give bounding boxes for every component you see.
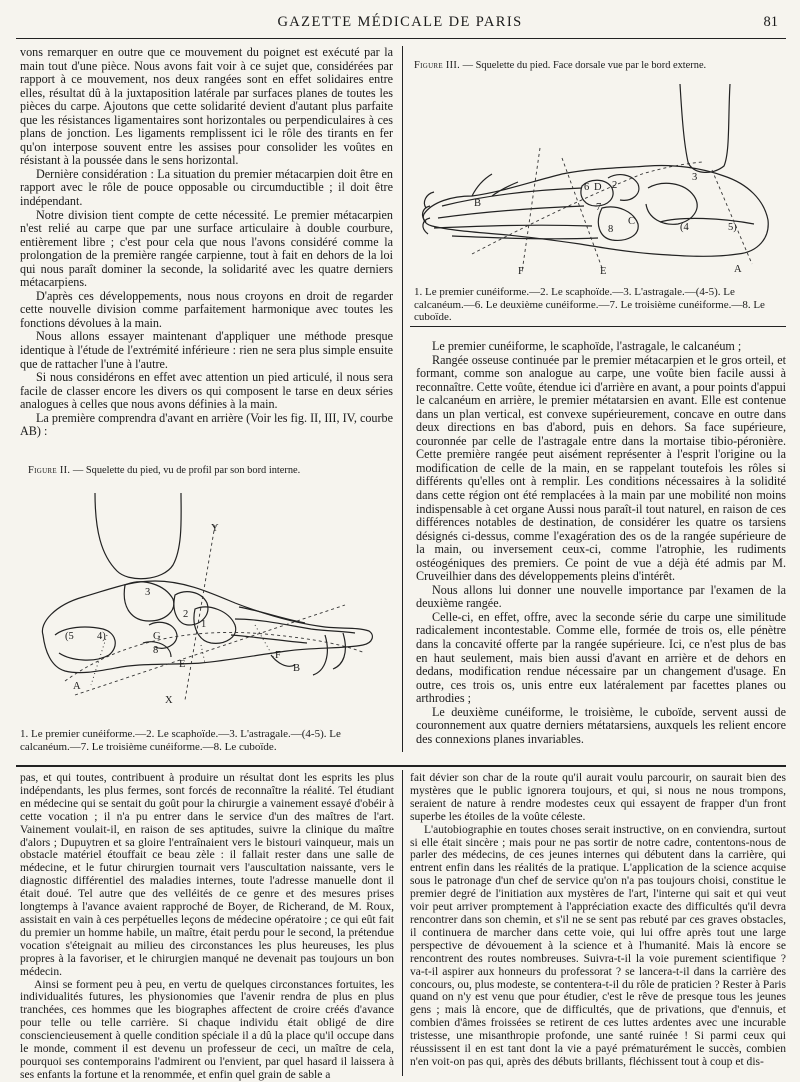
fig3-mark: C [628,216,636,227]
fig3-mark: E [600,266,607,277]
paragraph: Celle-ci, en effet, offre, avec la seconde série du carpe une similitude radicalement incontestable. Comme elle, formée de trois os, elle pénètre dans la concavité offerte par la rangée supérieure. Ici, ce n'est plus de bas en haut seulement, mais bien aussi d'avant en arrière et de dehors en dedans, modification rendue nécessaire par un changement d'usage. En outre, ces trois os, unis entre eux latéralement par facettes planes ou arthrodies ; [416,609,786,706]
paragraph: D'après ces développements, nous nous croyons en droit de regarder cette nouvelle division comme parfaitement harmonique avec toutes les fonctions dévolues à la main. [20,288,393,330]
fig3-mark: A [734,264,742,275]
fig3-mark: F [518,266,524,277]
figure-3-marks [412,78,788,284]
fig3-mark: 6 [584,182,590,193]
fig3-mark: 8 [608,224,614,235]
fig2-mark: A [73,681,81,692]
paragraph: Si nous considérons en effet avec attention un pied articulé, il nous sera facile de classer encore les divers os qui composent le tarse en deux séries analogues à celles que nous avons définies à la main. [20,370,393,412]
figure-3-caption [414,60,786,72]
fig2-mark: 8 [153,645,159,656]
fig2-mark: 4) [97,631,106,642]
upper-left-column [20,46,393,439]
fig2-mark: G [153,631,161,642]
paragraph: Dernière considération : La situation du premier métacarpien doit être en rapport avec le rôle de pouce opposable ou circumductible ; il doit être indépendant. [20,166,393,209]
journal-title: GAZETTE MÉDICALE DE PARIS [277,14,523,30]
fig2-mark: 2 [183,609,189,620]
fig3-mark: 3 [692,172,698,183]
column-rule-lower [402,770,403,1076]
paragraph: Notre division tient compte de cette nécessité. Le premier métacarpien n'est relié au carpe que par une surface articulaire à double courbure, entièrement libre ; c'est pour cela que nous l'avons considéré comme la prolongation de la première rangée carpienne, tout à fait en dehors de la loi qui nous paraît dominer la seconde, la solidarité avec les quatre derniers métacarpiens. [20,207,393,290]
figure-2-marks [25,485,390,725]
fig3-mark: D [594,182,602,193]
paragraph: Rangée osseuse continuée par le premier métacarpien et le gros orteil, et formant, comme son analogue au carpe, une voûte bien facile aussi à reconnaître. Cette voûte, étendue ici d'arrière en avant, a pour points d'appui le calcanéum en arrière, le premier métatarsien en avant. Elle est contenue dans un plan vertical, est convexe supérieurement, concave en outre dans deux directions en bas d'abord, puis en dehors. Sa face supérieure, couronnée par celle de l'astragale entre dans la mortaise tibio-péronière. Cette première rangée peut aisément représenter à l'esprit l'origine ou la modification de celle de la main, en se rappelant toutefois les rôles si différents qu'elles ont à remplir. Les conditions nécessaires à la solidité dans cette région ont été remplacées à la main par une mobilité non moins indispensable à cet organe Aussi nous paraît-il tout naturel, en raison de ces différences notables de destination, de considérer les quatre os tarsiens désignés ci-dessus, comme l'exagération des os de la rangée supérieure de la main, ou inversement ceux-ci, comme l'atrophie, les rudiments ostéogéniques des premiers. Ce point de vue a déjà été admis par M. Cruveilhier dans des développements pleins d'intérêt. [416,352,786,584]
lower-left-column [20,772,394,1082]
fig3-mark: 7 [596,202,602,213]
paragraph: Le deuxième cunéiforme, le troisième, le cuboïde, servent aussi de couronnement aux quatre derniers métatarsiens, auxquels les relient encore des connexions planes invariables. [416,704,786,746]
page-number: 81 [763,14,778,30]
paragraph: Le premier cunéiforme, le scaphoïde, l'astragale, le calcanéum ; [432,339,742,353]
fig2-mark: X [165,695,173,706]
upper-right-column [416,340,786,746]
fig3-mark: 5) [728,222,737,233]
section-rule [16,765,786,767]
figure-3-legend: 1. Le premier cunéiforme.—2. Le scaphoïde.—3. L'astragale.—(4-5). Le calcanéum.—6. Le deuxième cunéiforme.—7. Le troisième cunéiforme.—8. Le cuboïde. [414,286,765,324]
paragraph: Nous allons lui donner une nouvelle importance par l'examen de la deuxième rangée. [416,582,786,611]
fig2-mark: 3 [145,587,151,598]
paragraph: fait dévier son char de la route qu'il aurait voulu parcourir, on saurait bien des mystères que le public ignorera toujours, et qui, si nous ne nous trompons, seraient de nature à rendre modestes ceux qui essayent de frapper d'un front superbe les étoiles de la voûte céleste. [410,772,786,823]
paragraph: La première comprendra d'avant en arrière (Voir les fig. II, III, IV, courbe AB) : [20,410,393,439]
fig2-mark: Y [211,523,219,534]
fig2-mark: F [275,650,281,661]
figure-3-title: — Squelette du pied. Face dorsale vue par le bord externe. [460,60,707,71]
header-rule [16,38,786,39]
figure-3-label: Figure III. [414,60,461,71]
figure-2-label: Figure II. [28,465,71,476]
figure-2-title: — Squelette du pied, vu de profil par son bord interne. [70,465,301,476]
paragraph: L'autobiographie en toutes choses serait instructive, on en conviendra, surtout si elle était sincère ; mais pour ne pas sortir de notre cadre, contentons-nous de parler des médecins, de ces jeunes internes qui débutent dans la carrière, qui entrent enfin dans les réalités de la pratique. L'application de la science acquise sous le patronage d'un chef de service qu'on n'a pas toujours choisi, constitue le premier degré de l'initiation aux mystères de l'art, l'interne qui sait et qui veut voir peut arriver promptement à l'appréciation exacte des difficultés qu'il devra rencontrer dans son chemin, et s'il ne se sent pas rebuté par ces graves obstacles, il continuera de marcher dans cette voie, qui lui offre après tout une large perspective de dévouement à la science et à l'humanité. Mais là encore se rencontrent des routes nombreuses. Suivra-t-il la voie purement scientifique ? va-t-il aspirer aux honneurs du professorat ? se lancera-t-il dans la carrière des concours, ou, plus modeste, se contentera-t-il du rôle de praticien ? Rester à Paris quand on n'y est venu que pour étudier, c'est le rêve de presque tous les jeunes gens ; mais là encore, que de difficultés, que de privations, que d'ennuis, et combien d'âmes froissées se retirent de ces luttes ardentes avec une incurable tristesse, une misanthropie profonde, une santé ruinée ! Si parmi ceux qui réussissent il en est tant dont la vie a payé prématurément le succès, combien n'en voit-on pas qui, après des débuts brillants, fléchissent tout à coup et dis- [410,823,786,1068]
figure-2-legend: 1. Le premier cunéiforme.—2. Le scaphoïde.—3. L'astragale.—(4-5). Le calcanéum.—7. Le troisième cunéiforme.—8. Le cuboïde. [20,728,341,753]
lower-right-column [410,772,786,1069]
fig3-mark: 2 [612,180,618,191]
fig2-mark: (5 [65,631,74,642]
figure-2-caption [28,465,388,477]
paragraph: Nous allons essayer maintenant d'appliquer une méthode presque identique à l'étude de l'extrémité inférieure : rien ne sera plus simple ensuite que de rattacher l'une à l'autre. [20,329,393,371]
fig2-mark: E [179,659,186,670]
page-header [0,6,800,36]
paragraph: pas, et qui toutes, contribuent à produire un résultat dont les esprits les plus indépendants, les plus fermes, sont forcés de reconnaître la réalité. Tel étudiant en médecine qui se sentait du goût pour la chirurgie a vainement essayé d'obéir à cette vocation ; il n'a pu entrer dans le service d'un des maîtres de l'art. Vainement voulait-il, en raison de ses aptitudes, suivre la clinique du maître d'alors ; Dupuytren et sa gloire l'entraînaient vers le bistouri vainqueur, mais un obstacle matériel étouffait ce beau zèle : il fallait rester dans une salle de médecine, et le futur chirurgien tournait vers l'auscultation naissante, vers le diagnostic différentiel des maladies internes, toute l'adresse manuelle dont il était doué. Tel autre que des velléités de ce genre et des mesures prises longtemps à l'avance avaient rapproché de Boyer, de Richerand, de M. Roux, assistait en vain à ces perpétuelles leçons de médecine opératoire ; ce qui eût fait du premier un homme habile, un maître, était perdu pour le second, la prétendue vocation s'éteignait au milieu des circonstances les plus heureuses, les plus propres à la favoriser, et le chirurgien manqué ne devenait pas toujours un bon médecin. [20,772,394,978]
paragraph: vons remarquer en outre que ce mouvement du poignet est exécuté par la main tout d'une pièce. Nous avons fait voir à ce sujet que, considérées par rapport à ce mouvement, nos deux rangées sont en effet solidaires entre elles, résultat dû à la juxtaposition latérale par surfaces planes de toutes les pièces du carpe. Ajoutons que cette solidarité devient d'autant plus parfaite que les résistances ligamentaires sont horizontales ou perpendiculaires à ces plans de jonction. Les ligaments remplissent ici le rôle des tirants en fer qu'on interpose souvent entre les assises pour consolider les voûtes en résistant à la poussée dans le sens horizontal. [20,45,393,168]
paragraph: Ainsi se forment peu à peu, en vertu de quelques circonstances fortuites, les individualités futures, les physionomies que l'avenir rendra de plus en plus tranchées, ces hommes que les biographes affectent de croire créés d'avance pour telle ou telle carrière. Si chaque individu était obligé de dire consciencieusement à quelle condition spéciale il a dû la place qu'il occupe dans le monde, comment il est devenu un professeur de ceci, un maître de cela, pourquoi ses contemporains l'admirent ou l'envient, par quel hasard il laissera à ses enfants la fortune et la renommée, et enfin quel grain de sable a [20,978,394,1081]
fig3-mark: (4 [680,222,689,233]
fig2-mark: B [293,663,301,674]
fig2-mark: 1 [201,619,207,630]
fig3-mark: B [474,198,482,209]
figure-3-rule [410,326,786,327]
column-rule-upper [402,46,403,752]
